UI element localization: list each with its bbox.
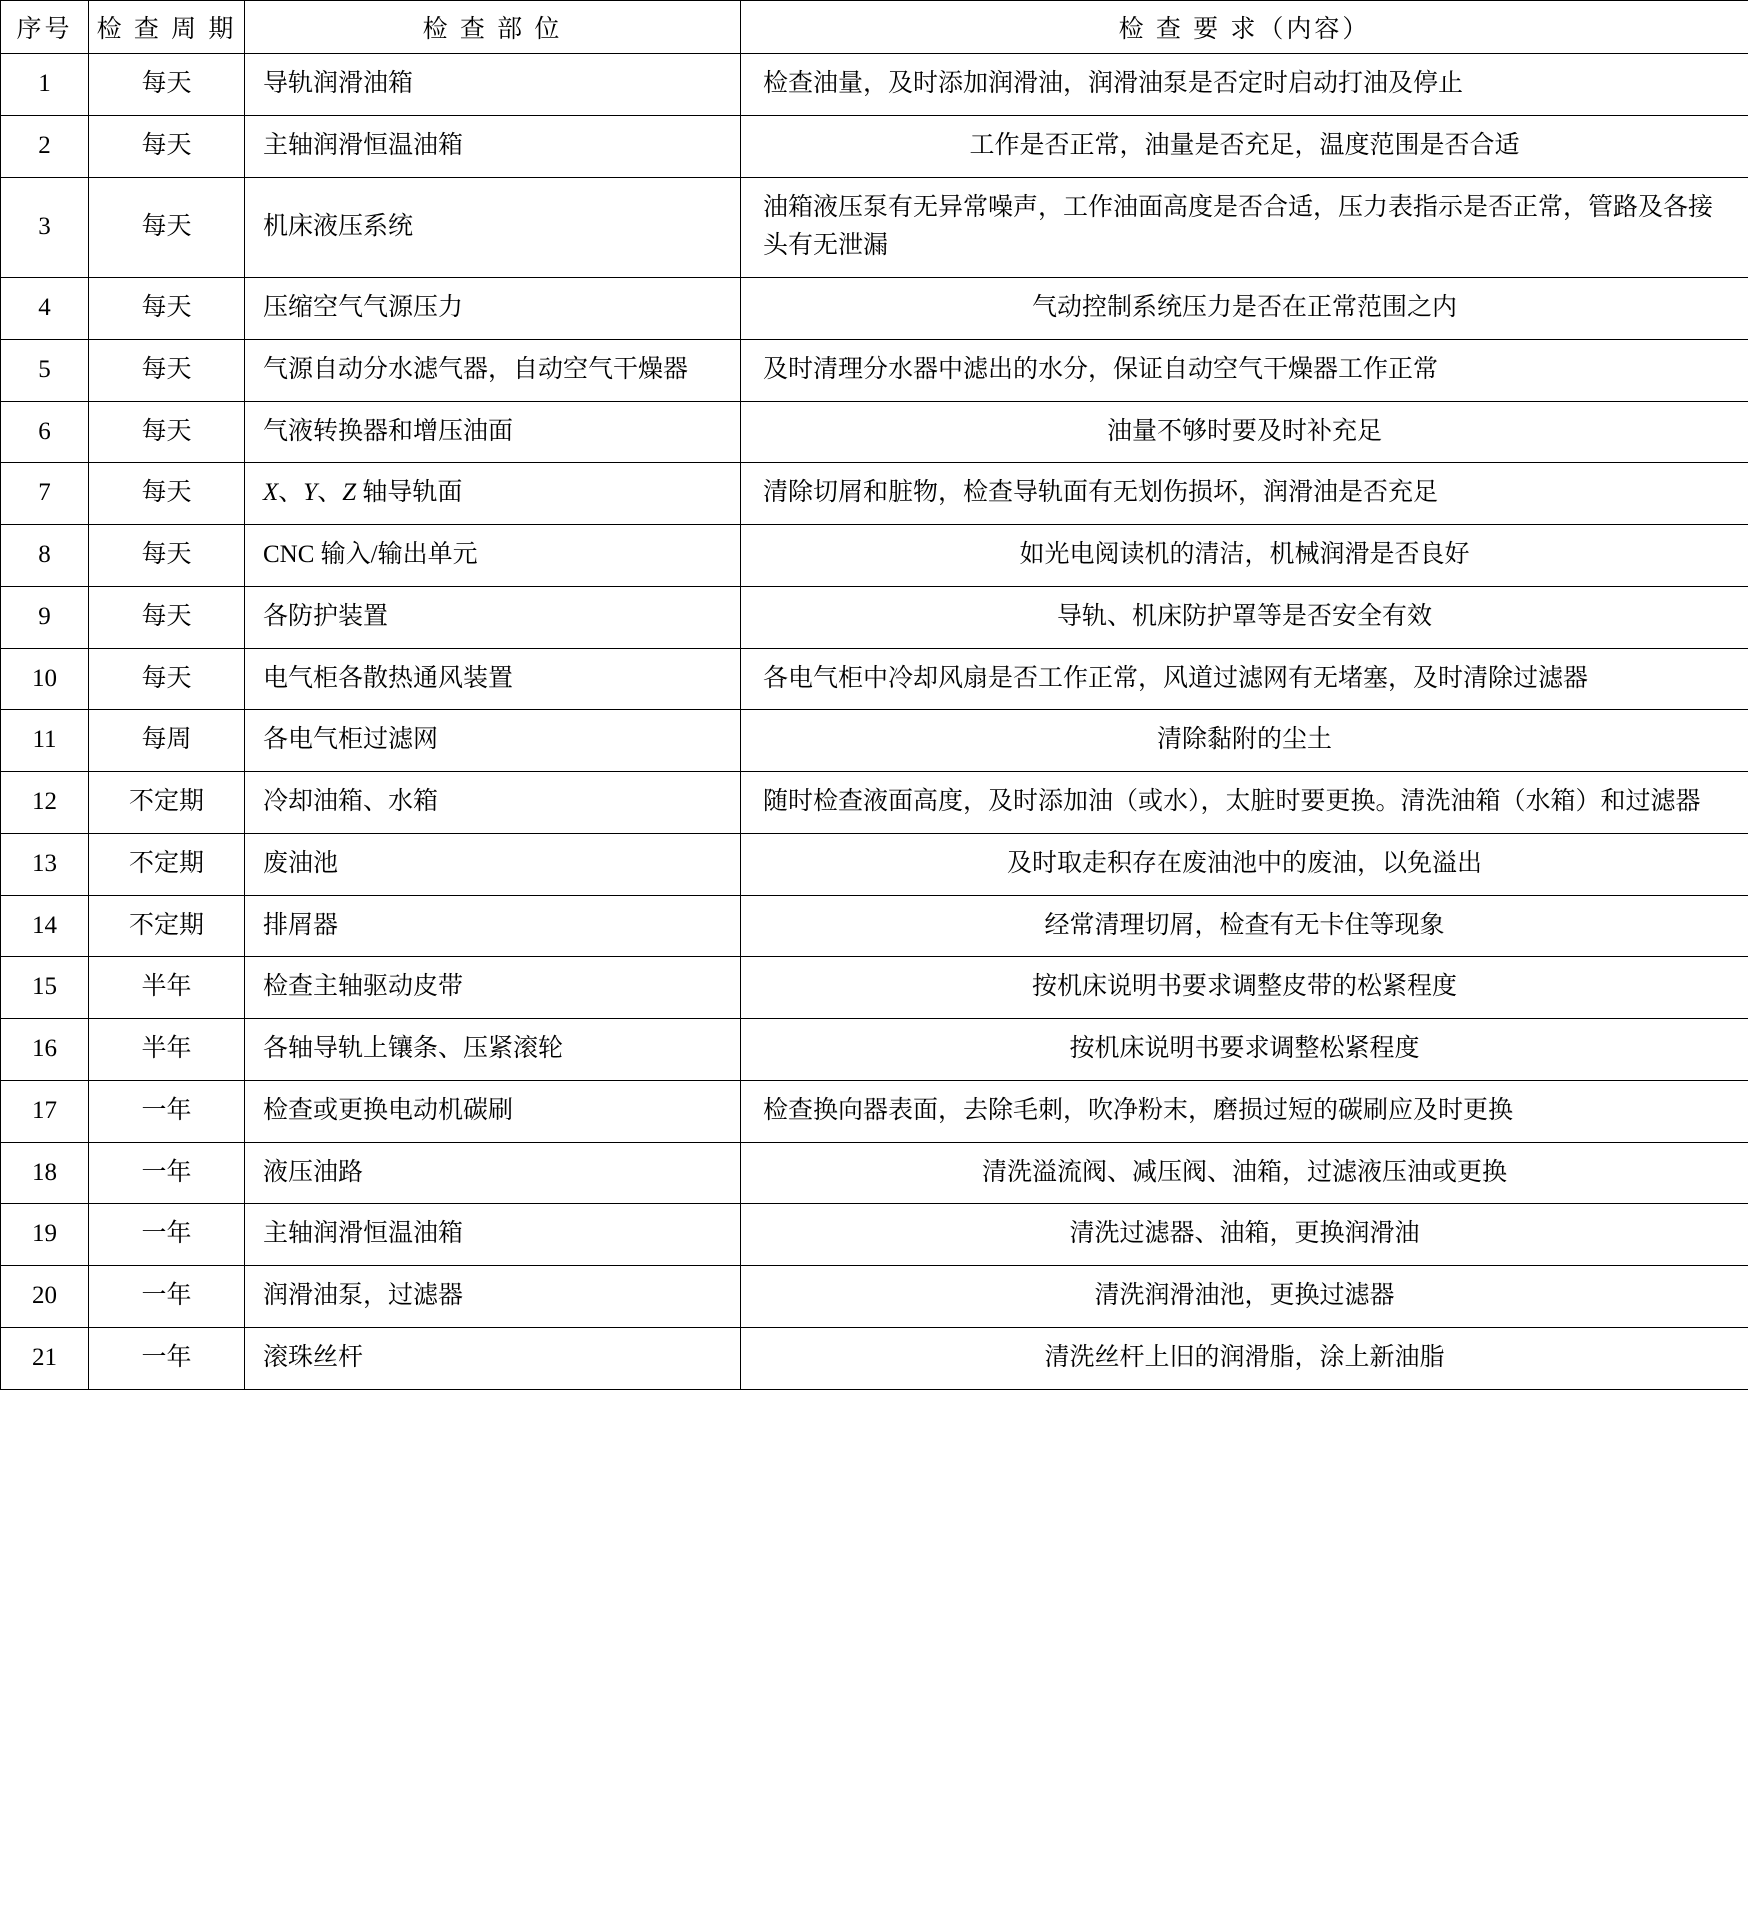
cell-index-text: 14: [32, 911, 57, 939]
cell-requirement: [741, 1204, 1748, 1266]
cell-index: [1, 586, 89, 648]
cell-part-text: CNC 输入/输出单元: [263, 541, 478, 568]
cell-cycle: [89, 339, 245, 401]
cell-index-text: 1: [38, 70, 51, 97]
cell-requirement-text: 经常清理切屑，检查有无卡住等现象: [1044, 911, 1445, 939]
cell-cycle: [89, 177, 245, 278]
cell-index: [1, 648, 89, 710]
cell-cycle: [89, 710, 245, 772]
table-row: [1, 278, 1748, 340]
cell-part: [245, 648, 741, 710]
cell-index-text: 9: [38, 602, 51, 630]
cell-cycle-text: 每天: [141, 479, 192, 507]
cell-cycle: [89, 1327, 245, 1389]
cell-cycle-text: 一年: [141, 1158, 192, 1186]
cell-cycle: [89, 1142, 245, 1204]
cell-cycle: [89, 586, 245, 648]
cell-cycle: [89, 1266, 245, 1328]
cell-part-text: 液压油路: [263, 1158, 364, 1186]
cell-part-text: 各电气柜过滤网: [263, 726, 439, 754]
cell-part: [245, 278, 741, 340]
cell-index-text: 17: [32, 1096, 57, 1124]
cell-part: [245, 957, 741, 1019]
cell-requirement: [741, 710, 1748, 772]
cell-index-text: 13: [32, 849, 57, 877]
cell-requirement-text: 随时检查液面高度，及时添加油（或水），太脏时要更换。清洗油箱（水箱）和过滤器: [763, 788, 1701, 815]
cell-requirement-text: 油量不够时要及时补充足: [1106, 417, 1382, 445]
table-row: [1, 1142, 1748, 1204]
cell-cycle: [89, 833, 245, 895]
table-row: [1, 463, 1748, 525]
cell-cycle: [89, 278, 245, 340]
cell-requirement: [741, 648, 1748, 710]
cell-requirement-text: 清洗溢流阀、减压阀、油箱，过滤液压油或更换: [981, 1158, 1507, 1186]
cell-requirement: [741, 115, 1748, 177]
cell-part: [245, 1019, 741, 1081]
cell-index-text: 7: [38, 479, 51, 507]
cell-part-text: 润滑油泵，过滤器: [263, 1282, 464, 1309]
cell-cycle: [89, 401, 245, 463]
cell-part: [245, 463, 741, 525]
table-row: [1, 710, 1748, 772]
cell-requirement-text: 如光电阅读机的清洁，机械润滑是否良好: [1019, 541, 1470, 568]
cell-requirement: [741, 177, 1748, 278]
cell-index: [1, 1080, 89, 1142]
cell-requirement-text: 清洗润滑油池，更换过滤器: [1094, 1282, 1395, 1309]
table-row: [1, 895, 1748, 957]
cell-index: [1, 401, 89, 463]
cell-requirement: [741, 1019, 1748, 1081]
table-row: [1, 586, 1748, 648]
cell-requirement: [741, 1080, 1748, 1142]
cell-index: [1, 772, 89, 834]
cell-index: [1, 1204, 89, 1266]
cell-part: [245, 1266, 741, 1328]
cell-index-text: 19: [32, 1220, 57, 1248]
cell-index-text: 12: [32, 788, 57, 815]
cell-index: [1, 115, 89, 177]
cell-index-text: 16: [32, 1035, 57, 1062]
cell-requirement: [741, 895, 1748, 957]
cell-part-text: 检查或更换电动机碳刷: [263, 1096, 514, 1124]
cell-index: [1, 1327, 89, 1389]
cell-cycle-text: 一年: [141, 1096, 192, 1124]
cell-cycle: [89, 772, 245, 834]
table-row: [1, 115, 1748, 177]
cell-part-text: 各轴导轨上镶条、压紧滚轮: [263, 1035, 564, 1062]
cell-requirement-text: 及时取走积存在废油池中的废油，以免溢出: [1006, 849, 1482, 877]
cell-index-text: 8: [38, 541, 51, 568]
cell-requirement-text: 油箱液压泵有无异常噪声，工作油面高度是否合适，压力表指示是否正常，管路及各接头有无泄漏: [763, 193, 1714, 260]
cell-index: [1, 339, 89, 401]
cell-part-text: 冷却油箱、水箱: [263, 788, 439, 815]
cell-part-text: 电气柜各散热通风装置: [263, 664, 514, 692]
cell-requirement: [741, 833, 1748, 895]
cell-index-text: 4: [38, 294, 51, 321]
cell-cycle-text: 每天: [141, 131, 192, 159]
cell-index-text: 15: [32, 973, 57, 1001]
cell-part: [245, 54, 741, 116]
cell-index-text: 6: [38, 417, 51, 445]
cell-requirement-text: 工作是否正常，油量是否充足，温度范围是否合适: [969, 131, 1520, 159]
cell-requirement: [741, 1266, 1748, 1328]
cell-cycle-text: 不定期: [128, 849, 204, 877]
cell-requirement-text: 检查油量，及时添加润滑油，润滑油泵是否定时启动打油及停止: [763, 70, 1464, 97]
cell-part: [245, 115, 741, 177]
table-row: [1, 1080, 1748, 1142]
cell-cycle: [89, 115, 245, 177]
table-body: [1, 54, 1748, 1390]
cell-requirement-text: 清除黏附的尘土: [1156, 726, 1332, 754]
cell-cycle: [89, 1080, 245, 1142]
cell-part: [245, 833, 741, 895]
cell-cycle: [89, 648, 245, 710]
cell-index-text: 2: [38, 131, 51, 159]
cell-requirement: [741, 525, 1748, 587]
table-row: [1, 1327, 1748, 1389]
cell-index-text: 20: [32, 1282, 57, 1309]
cell-part: [245, 772, 741, 834]
table-row: [1, 177, 1748, 278]
cell-index: [1, 833, 89, 895]
table-row: [1, 833, 1748, 895]
cell-index: [1, 278, 89, 340]
table-row: [1, 1266, 1748, 1328]
cell-part: [245, 1080, 741, 1142]
column-header-cycle: 检 查 周 期: [89, 1, 245, 54]
cell-index: [1, 1019, 89, 1081]
cell-index-text: 10: [32, 664, 57, 692]
table-row: [1, 648, 1748, 710]
cell-requirement-text: 按机床说明书要求调整松紧程度: [1069, 1035, 1420, 1062]
cell-part: [245, 177, 741, 278]
cell-requirement-text: 气动控制系统压力是否在正常范围之内: [1031, 294, 1457, 321]
cell-part-text: 检查主轴驱动皮带: [263, 973, 464, 1001]
cell-requirement: [741, 586, 1748, 648]
cell-requirement: [741, 401, 1748, 463]
cell-index-text: 21: [32, 1343, 57, 1371]
column-header-requirement: 检 查 要 求（内容）: [741, 1, 1748, 54]
cell-part-text: 导轨润滑油箱: [263, 70, 414, 97]
cell-part-text: 主轴润滑恒温油箱: [263, 131, 464, 159]
table-row: [1, 401, 1748, 463]
cell-index-text: 18: [32, 1158, 57, 1186]
cell-requirement: [741, 957, 1748, 1019]
cell-part-text: X、Y、Z 轴导轨面: [263, 479, 463, 507]
cell-index: [1, 54, 89, 116]
table-row: [1, 957, 1748, 1019]
cell-part: [245, 1142, 741, 1204]
cell-requirement: [741, 278, 1748, 340]
cell-cycle-text: 一年: [141, 1220, 192, 1248]
cell-part-text: 气源自动分水滤气器，自动空气干燥器: [263, 355, 689, 383]
cell-cycle-text: 半年: [141, 1035, 192, 1062]
cell-cycle: [89, 895, 245, 957]
table-row: [1, 525, 1748, 587]
cell-requirement-text: 导轨、机床防护罩等是否安全有效: [1056, 602, 1432, 630]
cell-part-text: 机床液压系统: [263, 212, 414, 240]
cell-cycle-text: 每天: [141, 664, 192, 692]
cell-index: [1, 710, 89, 772]
cell-cycle-text: 每天: [141, 541, 192, 568]
cell-part: [245, 1204, 741, 1266]
cell-part: [245, 895, 741, 957]
cell-requirement-text: 各电气柜中冷却风扇是否工作正常，风道过滤网有无堵塞，及时清除过滤器: [763, 664, 1589, 692]
cell-index: [1, 1142, 89, 1204]
column-header-part: 检 查 部 位: [245, 1, 741, 54]
table-row: [1, 772, 1748, 834]
cell-index-text: 11: [32, 726, 57, 754]
cell-requirement: [741, 339, 1748, 401]
cell-cycle-text: 每天: [141, 70, 192, 97]
cell-index: [1, 1266, 89, 1328]
cell-cycle-text: 每天: [141, 294, 192, 321]
cell-cycle: [89, 957, 245, 1019]
cell-cycle-text: 每天: [141, 417, 192, 445]
cell-cycle-text: 半年: [141, 973, 192, 1001]
cell-part: [245, 710, 741, 772]
cell-requirement-text: 按机床说明书要求调整皮带的松紧程度: [1031, 973, 1457, 1001]
cell-cycle: [89, 1204, 245, 1266]
cell-part-text: 滚珠丝杆: [263, 1343, 364, 1371]
cell-part-text: 废油池: [263, 849, 339, 877]
cell-part-text: 各防护装置: [263, 602, 389, 630]
cell-index: [1, 463, 89, 525]
cell-cycle: [89, 525, 245, 587]
cell-requirement-text: 检查换向器表面，去除毛刺，吹净粉末，磨损过短的碳刷应及时更换: [763, 1096, 1514, 1124]
table-header: [1, 1, 1748, 54]
cell-cycle-text: 每周: [141, 726, 192, 754]
cell-part: [245, 525, 741, 587]
cell-cycle: [89, 463, 245, 525]
cell-cycle-text: 每天: [141, 355, 192, 383]
table-row: [1, 339, 1748, 401]
cell-requirement: [741, 1142, 1748, 1204]
column-header-no: 序号: [1, 1, 89, 54]
cell-cycle: [89, 54, 245, 116]
cell-part-text: 排屑器: [263, 911, 339, 939]
cell-cycle-text: 一年: [141, 1343, 192, 1371]
cell-requirement: [741, 463, 1748, 525]
cell-index-text: 3: [38, 212, 51, 240]
cell-cycle-text: 不定期: [128, 788, 204, 815]
table-row: [1, 54, 1748, 116]
cell-part: [245, 586, 741, 648]
table-row: [1, 1204, 1748, 1266]
cell-cycle-text: 每天: [141, 602, 192, 630]
cell-part: [245, 339, 741, 401]
cell-requirement: [741, 772, 1748, 834]
cell-requirement-text: 及时清理分水器中滤出的水分，保证自动空气干燥器工作正常: [763, 355, 1439, 383]
cell-part: [245, 401, 741, 463]
cell-requirement-text: 清洗过滤器、油箱，更换润滑油: [1069, 1220, 1420, 1248]
cell-index: [1, 177, 89, 278]
table-row: [1, 1019, 1748, 1081]
cell-index: [1, 895, 89, 957]
cell-cycle-text: 一年: [141, 1282, 192, 1309]
cell-index: [1, 525, 89, 587]
cell-cycle: [89, 1019, 245, 1081]
cell-index: [1, 957, 89, 1019]
cell-requirement: [741, 54, 1748, 116]
cell-requirement-text: 清除切屑和脏物，检查导轨面有无划伤损坏，润滑油是否充足: [763, 479, 1439, 507]
cell-cycle-text: 每天: [141, 212, 192, 240]
cell-part-text: 气液转换器和增压油面: [263, 417, 514, 445]
cell-part: [245, 1327, 741, 1389]
cell-requirement: [741, 1327, 1748, 1389]
cell-index-text: 5: [38, 355, 51, 383]
cell-requirement-text: 清洗丝杆上旧的润滑脂，涂上新油脂: [1044, 1343, 1445, 1371]
table-header-row: [1, 1, 1748, 54]
cell-cycle-text: 不定期: [128, 911, 204, 939]
cell-part-text: 主轴润滑恒温油箱: [263, 1220, 464, 1248]
cell-part-text: 压缩空气气源压力: [263, 294, 464, 321]
